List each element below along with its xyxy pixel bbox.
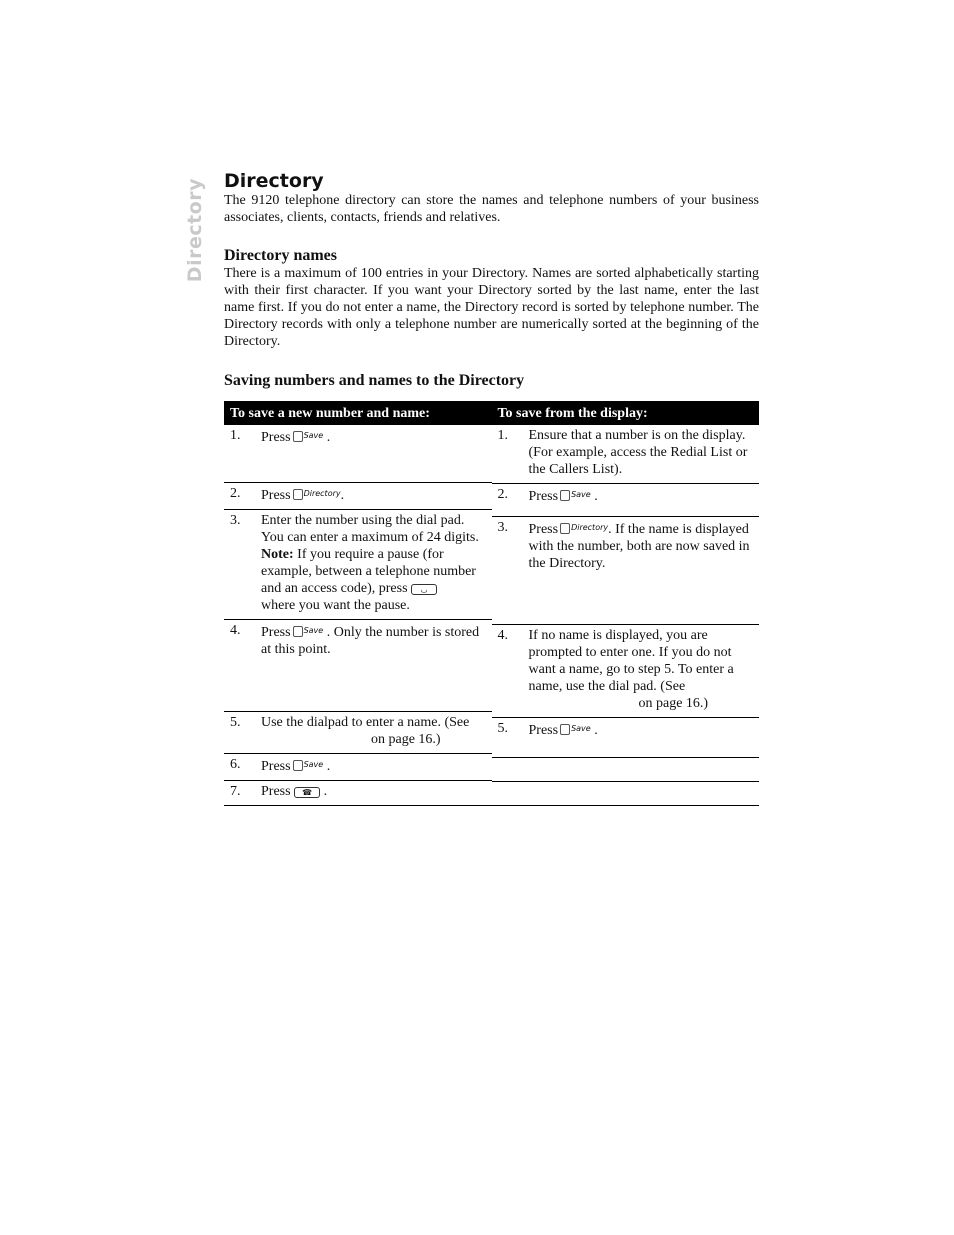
- directory-names-paragraph: There is a maximum of 100 entries in your Directory. Names are sorted alphabetically starting with their first character. If you want your Directory sorted by the last name, enter the last name first. If you do not enter a name, the Directory record is sorted by telephone number. The Directory records with only a telephone number are numerically sorted at the beginning of the Directory.: [224, 266, 759, 349]
- table-row: [224, 780, 492, 805]
- new-number-header: To save a new number and name:: [224, 401, 492, 425]
- note-label: Note:: [261, 546, 294, 562]
- step-number: 2.: [224, 482, 261, 509]
- table-row: [224, 619, 492, 711]
- step-text: Press $^{Save}$ .: [529, 484, 760, 517]
- step-text: Press $^{Save}$ .: [261, 753, 492, 780]
- step-number: 7.: [224, 780, 261, 805]
- table-row: [224, 711, 492, 753]
- step-text: Press ☎ .: [261, 780, 492, 805]
- table-row: [492, 757, 760, 781]
- table-row: [492, 781, 760, 805]
- table-row: [492, 484, 760, 517]
- directory-names-heading: Directory names: [224, 247, 337, 264]
- page-title: Directory: [224, 170, 324, 192]
- softkey-label: Directory: [571, 522, 609, 532]
- table-row: [492, 624, 760, 717]
- step-text: Press $^{Save}$ .: [261, 425, 492, 482]
- step-number: 5.: [224, 711, 261, 753]
- step-text: Press $^{Directory}$.: [261, 482, 492, 509]
- softkey-icon: [293, 489, 303, 500]
- empty-cell: [529, 757, 760, 781]
- step-text: If no name is displayed, you are prompted to enter one. If you do not want a name, go to step 5. To enter a name, use the dial pad. (See on page 16.): [529, 624, 760, 717]
- step-number: 3.: [492, 516, 529, 624]
- softkey-icon: [293, 431, 303, 442]
- table-row: [492, 717, 760, 757]
- softkey-icon: [560, 523, 570, 534]
- intro-paragraph: The 9120 telephone directory can store the names and telephone numbers of your business associates, clients, contacts, friends and relatives.: [224, 193, 759, 225]
- empty-cell: [529, 781, 760, 805]
- softkey-label: Save: [303, 431, 324, 440]
- step-number: 3.: [224, 509, 261, 619]
- step-number: 5.: [492, 717, 529, 757]
- softkey-label: Save: [303, 759, 324, 769]
- step-number: 6.: [224, 753, 261, 780]
- steps-tables: [224, 401, 759, 806]
- step-number: 4.: [492, 624, 529, 717]
- new-number-table: [224, 401, 492, 806]
- softkey-label: Directory: [303, 488, 341, 498]
- step-text: Enter the number using the dial pad. You can enter a maximum of 24 digits. Note: If you require a pause (for example, between a telephone number and an access code), press ◡ where you want the pause.: [261, 509, 492, 619]
- table-row: [492, 425, 760, 484]
- step-number: 4.: [224, 619, 261, 711]
- table-row: [224, 482, 492, 509]
- side-tab-label: Directory: [184, 178, 206, 283]
- empty-cell: [492, 757, 529, 781]
- step-text: Use the dialpad to enter a name. (See on page 16.): [261, 711, 492, 753]
- page-content: [224, 170, 759, 806]
- step-text: Press $^{Save}$ . Only the number is stored at this point.: [261, 619, 492, 711]
- softkey-label: Save: [571, 490, 591, 499]
- table-row: [492, 516, 760, 624]
- softkey-icon: [293, 626, 303, 637]
- softkey-icon: [560, 490, 570, 501]
- step-text: Press $^{Save}$ .: [529, 717, 760, 757]
- softkey-label: Save: [303, 625, 324, 635]
- table-row: [224, 509, 492, 619]
- step-number: 1.: [492, 425, 529, 484]
- step-number: 1.: [224, 425, 261, 482]
- softkey-icon: [293, 760, 303, 771]
- softkey-icon: [560, 724, 570, 735]
- softkey-label: Save: [571, 723, 591, 733]
- step-text: Press $^{Directory}$. If the name is displayed with the number, both are now saved in the Directory.: [529, 516, 760, 624]
- step-text: Ensure that a number is on the display.(For example, access the Redial List or the Callers List).: [529, 425, 760, 484]
- empty-cell: [492, 781, 529, 805]
- step-number: 2.: [492, 484, 529, 517]
- from-display-header: To save from the display:: [492, 401, 760, 425]
- pause-key-icon: ◡: [411, 584, 437, 595]
- from-display-table: [492, 401, 760, 806]
- release-key-icon: ☎: [294, 787, 320, 798]
- table-row: [224, 425, 492, 482]
- saving-heading: Saving numbers and names to the Directory: [224, 372, 525, 389]
- table-row: [224, 753, 492, 780]
